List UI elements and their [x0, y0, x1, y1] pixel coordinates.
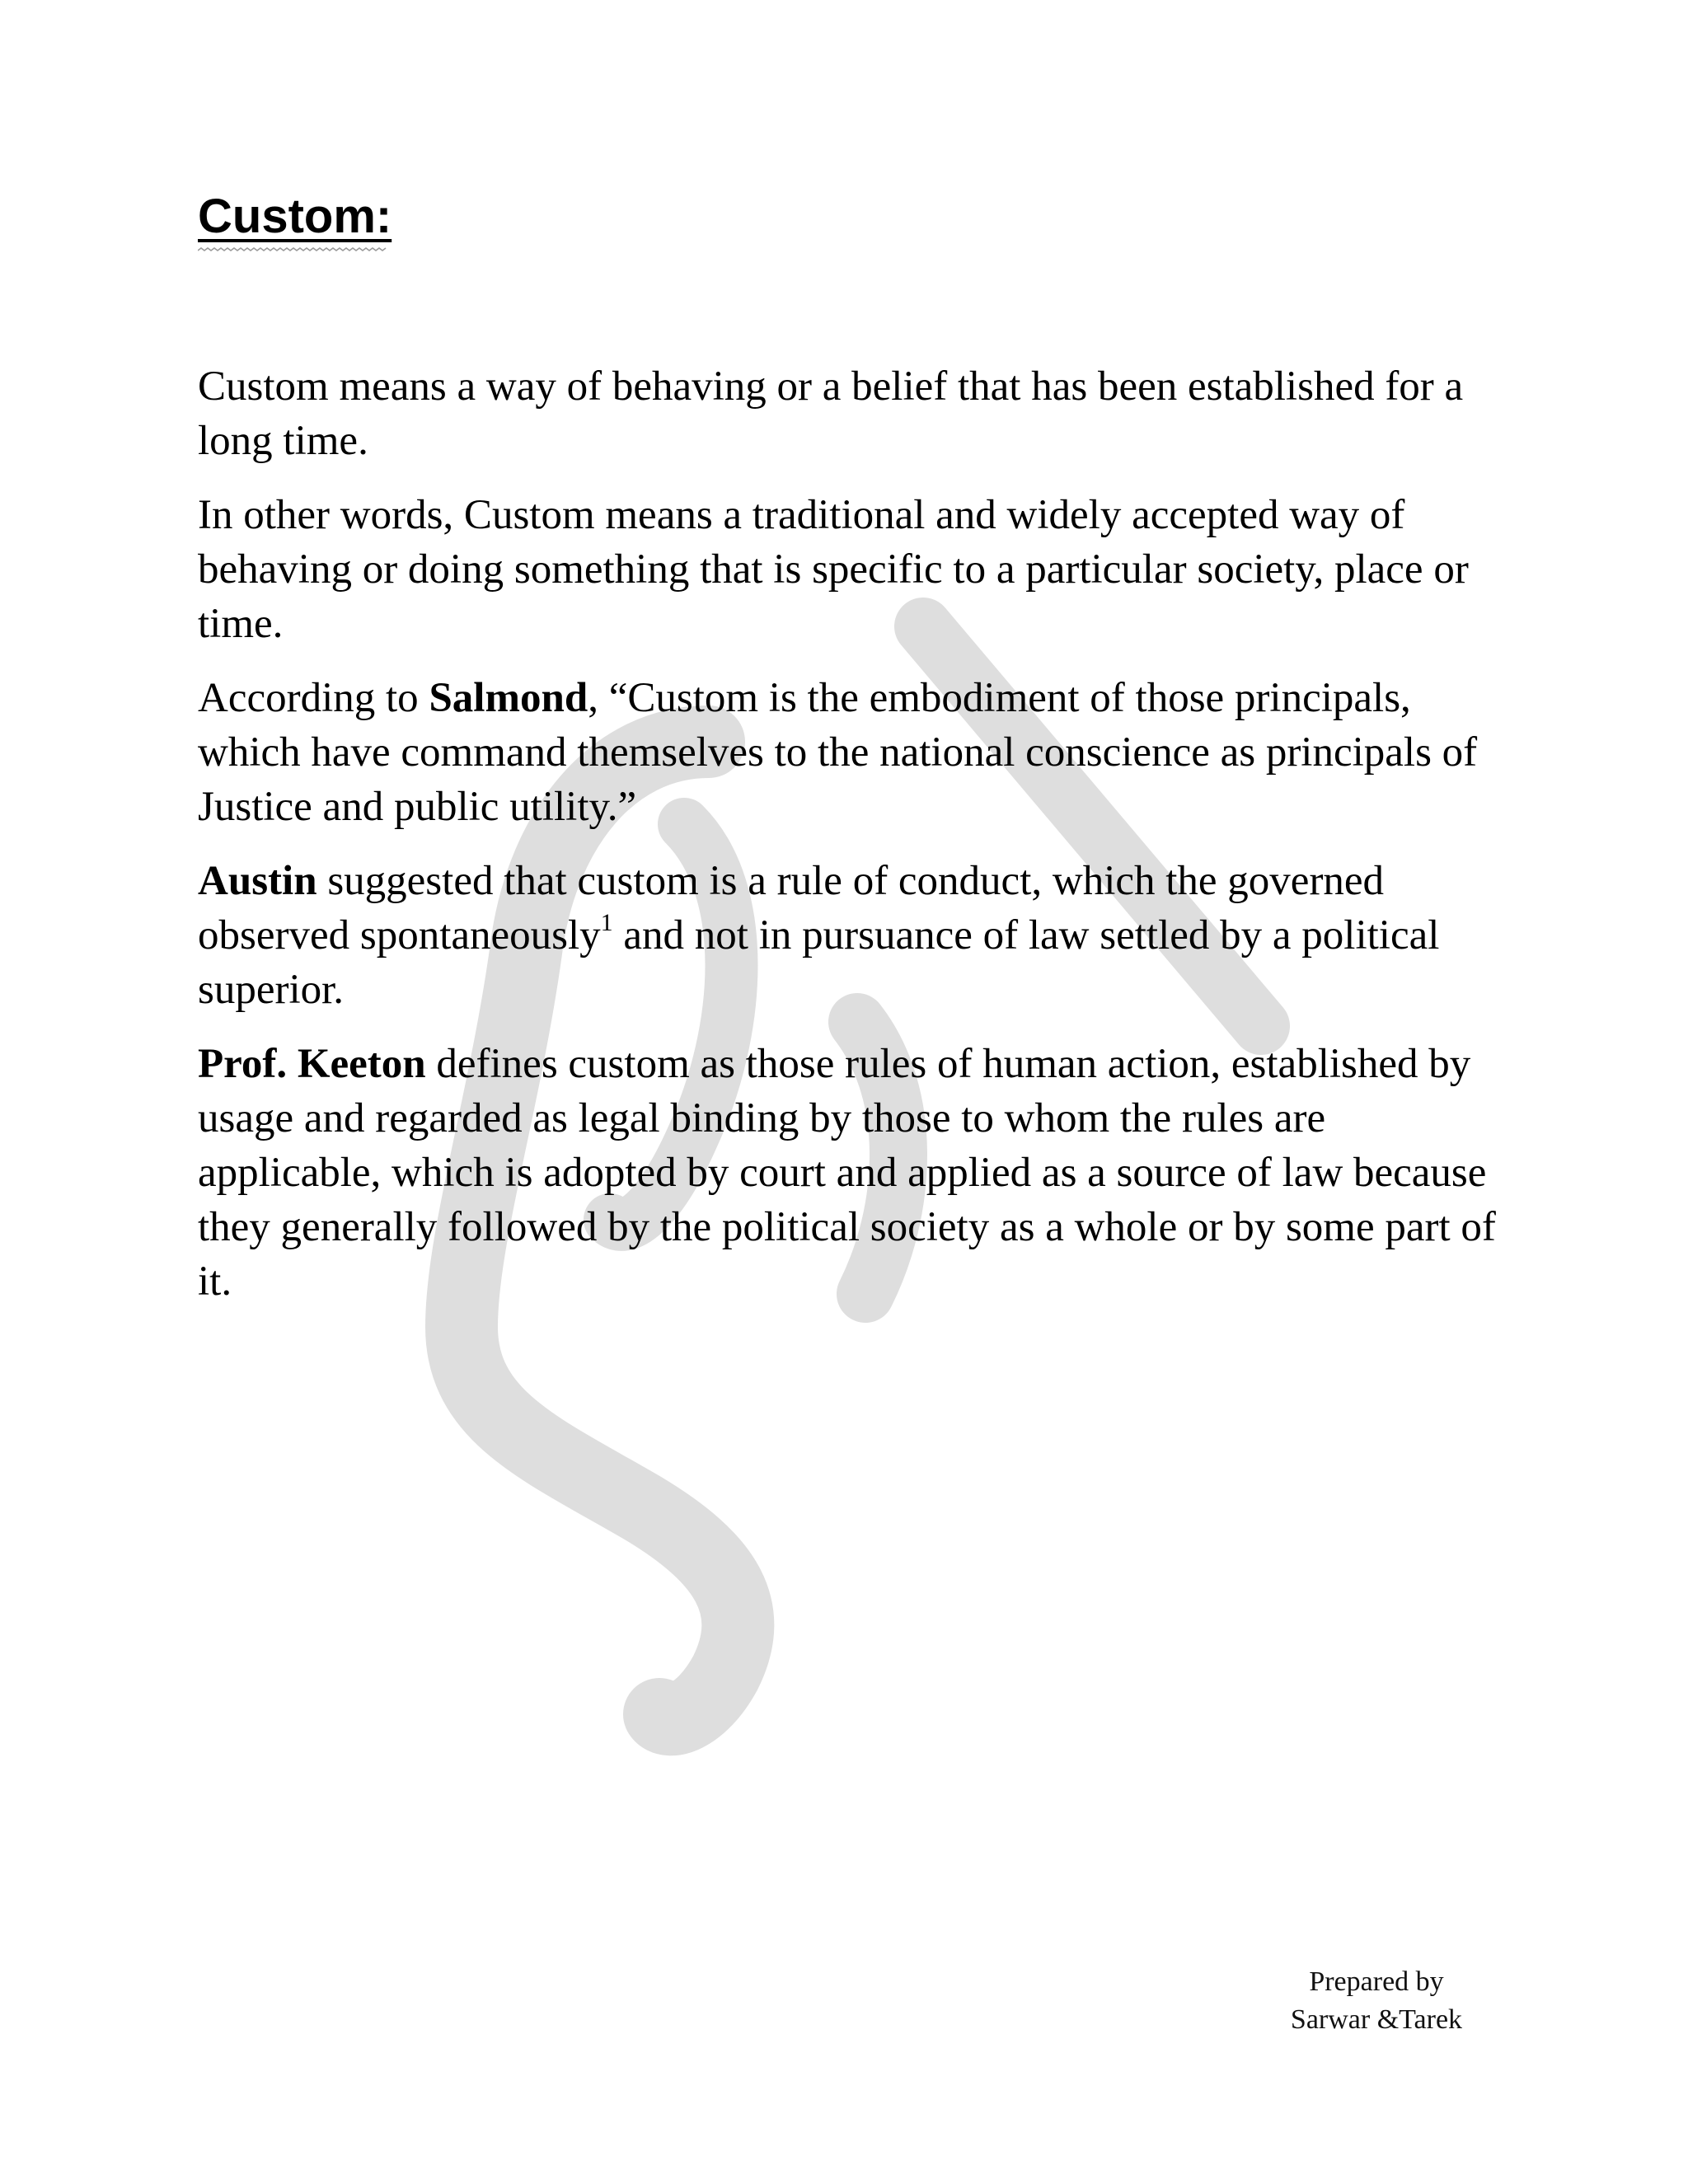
- paragraph-austin: [198, 854, 1508, 1017]
- paragraph-text: , “Custom is the embodiment of those principals, which have command themselves to the national conscience as principals of Justice and public utility.”: [198, 674, 1478, 830]
- document-body: [198, 188, 1508, 1329]
- spellcheck-underline: [198, 247, 387, 254]
- credits-line-prepared-by: Prepared by: [1309, 1966, 1444, 1997]
- page-title: Custom:: [198, 190, 392, 243]
- paragraph-text: According to: [198, 674, 429, 721]
- footnote-reference[interactable]: 1: [600, 908, 613, 936]
- credits-block: [1261, 1963, 1492, 2039]
- credits-line-authors: Sarwar &Tarek: [1290, 2004, 1463, 2035]
- paragraph-list: [198, 359, 1508, 1309]
- paragraph-text: suggested that custom is a rule of conduct, which the governed observed spontaneously: [198, 857, 1385, 958]
- paragraph-text: Custom means a way of behaving or a belief that has been established for a long time.: [198, 363, 1464, 464]
- author-name-salmond: Salmond: [429, 674, 588, 721]
- paragraph-text: defines custom as those rules of human action, established by usage and regarded as legal binding by those to whom the rules are applicable, which is adopted by court and applied as a source of law because they generally followed by the political society as a whole or by some part of it.: [198, 1040, 1496, 1305]
- author-name-austin: Austin: [198, 857, 317, 904]
- paragraph-text: and not in pursuance of law settled by a political superior.: [198, 912, 1440, 1013]
- paragraph-text: In other words, Custom means a traditional and widely accepted way of behaving or doing something that is specific to a particular society, place or time.: [198, 491, 1469, 647]
- paragraph-other-words: [198, 488, 1508, 651]
- paragraph-keeton: [198, 1037, 1508, 1309]
- paragraph-salmond: [198, 671, 1508, 834]
- paragraph-definition: [198, 359, 1508, 468]
- author-name-keeton: Prof. Keeton: [198, 1040, 426, 1087]
